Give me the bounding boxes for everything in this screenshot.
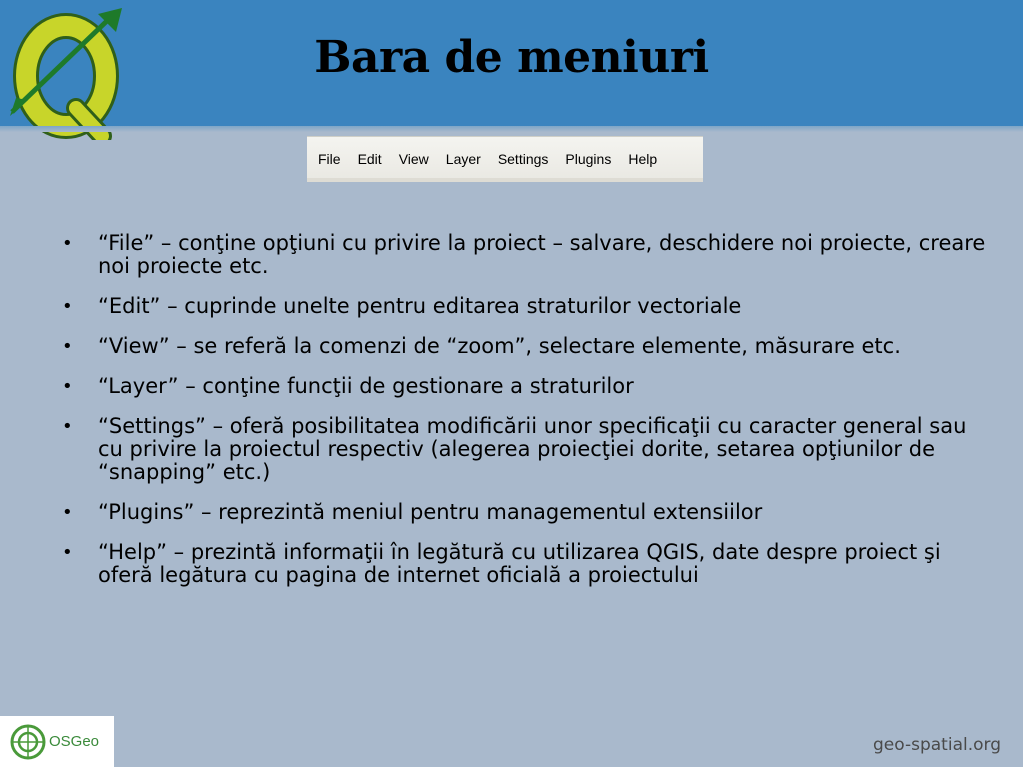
- bullet-text: “View” – se referă la comenzi de “zoom”, selectare elemente, măsurare etc.: [98, 334, 901, 358]
- menubar-screenshot: [307, 136, 703, 182]
- osgeo-logo-icon: [10, 724, 46, 760]
- bullet-text: “File” – conţine opţiuni cu privire la proiect – salvare, deschidere noi proiecte, creare noi proiecte etc.: [98, 231, 986, 278]
- bullet-dot: •: [62, 336, 73, 357]
- bullet-view: [58, 335, 988, 358]
- menu-item-help: Help: [628, 151, 658, 167]
- menu-item-plugins: Plugins: [565, 151, 612, 167]
- menubar-bottom-edge: [307, 178, 703, 182]
- menu-item-layer: Layer: [445, 151, 481, 167]
- osgeo-label: OSGeo: [49, 733, 100, 750]
- bullet-dot: •: [62, 542, 73, 563]
- bullet-edit: [58, 295, 988, 318]
- bullet-text: “Settings” – oferă posibilitatea modificării unor specificaţii cu caracter general sau cu privire la proiectul respectiv (alegerea proiecţiei dorite, setarea opţiunilor de “snapping” etc.): [98, 414, 967, 484]
- bullet-dot: •: [62, 376, 73, 397]
- bullet-text: “Layer” – conţine funcţii de gestionare a straturilor: [98, 374, 634, 398]
- slide-header: [0, 0, 1023, 126]
- bullet-text: “Edit” – cuprinde unelte pentru editarea straturilor vectoriale: [98, 294, 742, 318]
- bullet-plugins: [58, 501, 988, 524]
- bullet-layer: [58, 375, 988, 398]
- bullet-text: “Help” – prezintă informaţii în legătură cu utilizarea QGIS, date despre proiect şi oferă legătura cu pagina de internet oficială a proiectului: [98, 540, 941, 587]
- bullet-text: “Plugins” – reprezintă meniul pentru managementul extensiilor: [98, 500, 763, 524]
- osgeo-badge: [0, 716, 114, 767]
- bullet-dot: •: [62, 296, 73, 317]
- page-title: Bara de meniuri: [314, 32, 709, 83]
- footer-site: geo-spatial.org: [873, 735, 1001, 755]
- menu-item-file: File: [318, 151, 341, 167]
- bullet-help: [58, 541, 988, 587]
- bullet-settings: [58, 415, 988, 484]
- menu-item-view: View: [398, 151, 429, 167]
- bullet-dot: •: [62, 502, 73, 523]
- bullet-file: [58, 232, 988, 278]
- bullet-dot: •: [62, 416, 73, 437]
- bullet-dot: •: [62, 233, 73, 254]
- menu-item-edit: Edit: [357, 151, 382, 167]
- menu-item-settings: Settings: [497, 151, 549, 167]
- bullet-list: [58, 232, 988, 604]
